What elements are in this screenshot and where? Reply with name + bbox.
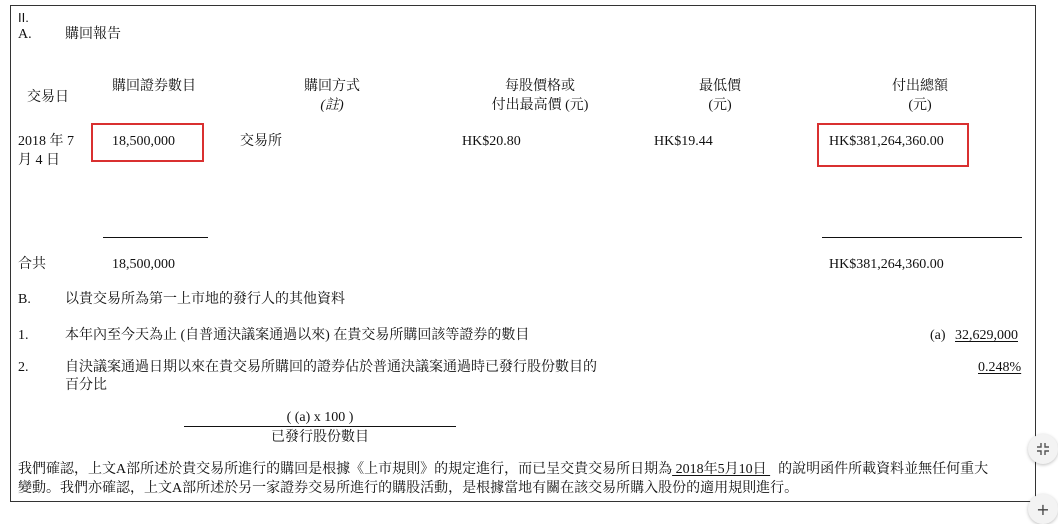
confirmation-date: 2018年5月10日 [672,462,771,477]
add-button[interactable] [1028,494,1058,524]
header-highest-price-unit: 付出最高價 (元) [491,98,589,113]
sum-line-total [822,237,1022,238]
section-b-letter: B. [18,292,31,307]
item1-value: 32,629,000 [955,328,1018,343]
item2-text-line1: 自決議案通過日期以來在貴交易所購回的證券佔於普通決議案通過時已發行股份數目的 [65,360,597,375]
section-a-title: 購回報告 [65,27,121,42]
item1-tag: (a) [930,328,946,343]
section-roman: II. [18,10,29,25]
plus-icon: + [1036,499,1050,519]
totals-amount: HK$381,264,360.00 [829,257,944,272]
header-lowest-price: 最低價 [699,79,741,94]
header-quantity: 購回證券數目 [112,79,196,94]
row-highest-price: HK$20.80 [462,134,521,149]
confirmation-line1-start: 我們確認，上文A部所述於貴交易所進行的購回是根據《上市規則》的規定進行，而已呈交貴交易所日期為 [18,462,673,477]
section-a-letter: A. [18,27,32,42]
row-method: 交易所 [240,134,282,149]
header-lowest-price-unit: (元) [708,98,732,113]
item2-text-line2: 百分比 [65,378,107,393]
item2-value: 0.248% [978,360,1022,375]
item1-number: 1. [18,328,29,343]
header-method: 購回方式 [304,79,360,94]
header-highest-price: 每股價格或 [505,79,575,94]
formula-denominator: 已發行股份數目 [271,430,369,445]
formula-numerator: ( (a) x 100 ) [286,410,354,425]
sum-line-quantity [103,237,208,238]
row-date-line2: 月 4 日 [18,153,60,168]
formula-fraction-line [184,426,456,427]
header-total-paid-unit: (元) [908,98,932,113]
header-total-paid: 付出總額 [892,79,948,94]
collapse-button[interactable] [1028,434,1058,464]
header-date: 交易日 [27,90,69,105]
row-total-paid: HK$381,264,360.00 [829,134,944,149]
confirmation-line1 [18,461,988,478]
totals-label: 合共 [18,257,46,272]
section-b-title: 以貴交易所為第一上市地的發行人的其他資料 [65,292,345,307]
item1-text: 本年內至今天為止 (自普通決議案通過以來) 在貴交易所購回該等證券的數目 [65,328,530,343]
row-date-line1: 2018 年 7 [18,134,74,149]
confirmation-line2: 變動。我們亦確認，上文A部所述於另一家證券交易所進行的購股活動，是根據當地有關在該交易所購入股份的適用規則進行。 [18,481,799,496]
row-lowest-price: HK$19.44 [654,134,713,149]
row-quantity: 18,500,000 [112,134,175,149]
totals-quantity: 18,500,000 [112,257,175,272]
item2-number: 2. [18,360,29,375]
confirmation-line1-end: 的說明函件所載資料並無任何重大 [778,462,989,477]
collapse-icon [1036,442,1050,456]
header-method-note: (註) [320,98,344,113]
